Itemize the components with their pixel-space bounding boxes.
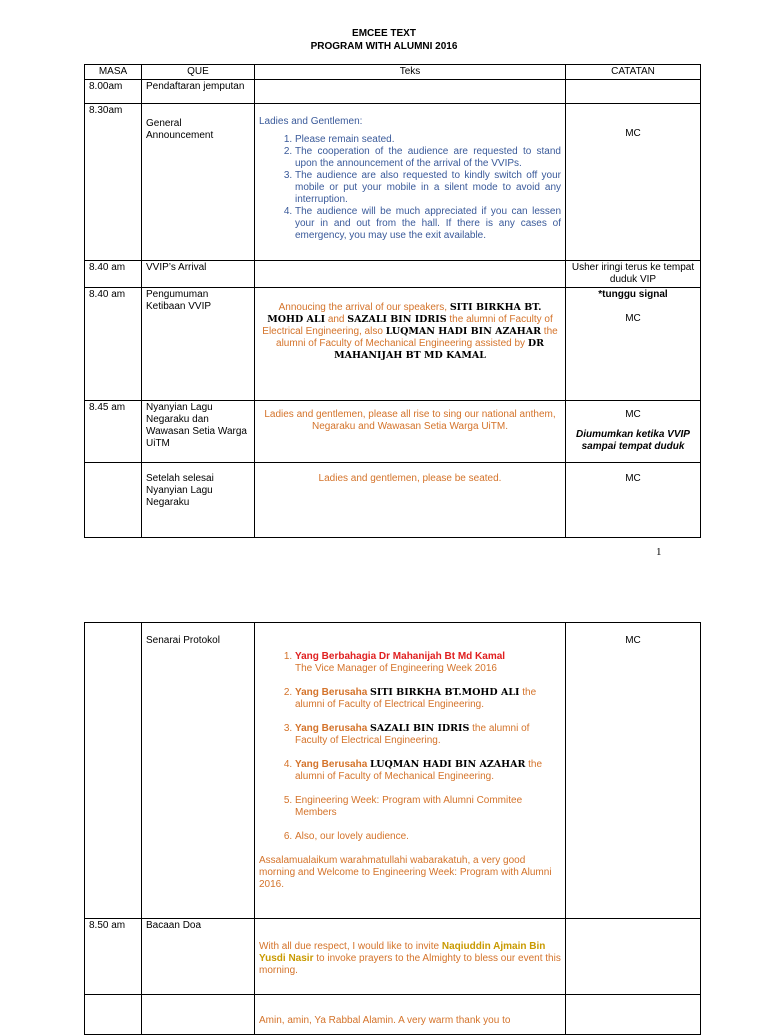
que-cell [142, 995, 255, 1035]
arrival-text: and [327, 314, 345, 325]
table-row [85, 261, 701, 288]
teks-cell [255, 80, 566, 104]
teks-cell [255, 919, 566, 995]
catatan-cell [566, 995, 701, 1035]
catatan-cell [566, 919, 701, 995]
header-masa: MASA [85, 65, 142, 80]
que-cell: Bacaan Doa [142, 919, 255, 995]
header-que: QUE [142, 65, 255, 80]
intro-text: Ladies and Gentlemen: [259, 116, 363, 127]
protocol-list [259, 651, 561, 843]
catatan-cell: MC [566, 623, 701, 919]
list-item: 4. The audience will be much appreciated if you can lessen your in and out from the hall. If there is any cases of emergency, you may use the exit available. [295, 206, 561, 242]
protocol-title: Yang Berusaha [295, 759, 368, 770]
header-teks: Teks [255, 65, 566, 80]
doa-text: With all due respect, I would like to invite [259, 941, 440, 952]
speaker-name: SAZALI BIN IDRIS [347, 314, 447, 325]
speaker-name: SITI BIRKHA BT. MOHD ALI [267, 302, 542, 325]
catatan-cell [566, 401, 701, 463]
protocol-name: LUQMAN HADI BIN AZAHAR [370, 759, 526, 770]
table-row [85, 463, 701, 538]
arrival-text: the alumni of Faculty of Electrical Engineering, also [262, 314, 553, 337]
que-cell: General Announcement [142, 104, 255, 261]
protocol-desc: the alumni of Faculty of Electrical Engineering. [295, 687, 537, 710]
list-item: 3. The audience are also requested to kindly switch off your mobile or put your mobile in a silent mode to avoid any interruption. [295, 170, 561, 206]
teks-cell: Ladies and gentlemen, please be seated. [255, 463, 566, 538]
masa-cell: 8.00am [85, 80, 142, 104]
masa-cell: 8.50 am [85, 919, 142, 995]
arrival-text: Annoucing the arrival of our speakers, [278, 302, 448, 313]
masa-cell: 8.40 am [85, 288, 142, 401]
catatan-cell: MC [566, 463, 701, 538]
speaker-name: DR MAHANIJAH BT MD KAMAL [334, 338, 544, 361]
masa-cell [85, 995, 142, 1035]
list-item: 2. The cooperation of the audience are requested to stand upon the announcement of the arrival of the VVIPs. [295, 146, 561, 170]
note-mc: MC [625, 313, 641, 324]
list-item [295, 687, 561, 711]
announcement-list [259, 134, 561, 242]
teks-cell [255, 623, 566, 919]
table-row [85, 401, 701, 463]
catatan-cell [566, 288, 701, 401]
arrival-text: the alumni of Faculty of Mechanical Engineering assisted by [276, 326, 558, 349]
table-row [85, 288, 701, 401]
protocol-desc: the alumni of Faculty of Electrical Engineering. [295, 723, 530, 746]
protocol-title: Yang Berusaha [295, 687, 368, 698]
note-signal: *tunggu signal [598, 289, 668, 300]
list-item: 5. Engineering Week: Program with Alumni Commitee Members [295, 795, 561, 819]
que-cell: VVIP’s Arrival [142, 261, 255, 288]
list-item [295, 759, 561, 783]
doa-name: Naqiuddin Ajmain Bin Yusdi Nasir [259, 941, 546, 964]
masa-cell: 8.30am [85, 104, 142, 261]
que-cell: Nyanyian Lagu Negaraku dan Wawasan Setia Warga UiTM [142, 401, 255, 463]
list-item: 6. Also, our lovely audience. [295, 831, 561, 843]
doc-title: EMCEE TEXT [352, 28, 416, 39]
emcee-table-page2 [84, 622, 701, 1035]
list-item: 1. Please remain seated. [295, 134, 561, 146]
doa-text: to invoke prayers to the Almighty to bless our event this morning. [259, 953, 561, 976]
protocol-name: SAZALI BIN IDRIS [370, 723, 470, 734]
table-row [85, 104, 701, 261]
list-item [295, 651, 561, 675]
protocol-title: Yang Berbahagia Dr Mahanijah Bt Md Kamal [295, 651, 506, 662]
table-row [85, 80, 701, 104]
emcee-table-page1 [84, 64, 701, 538]
masa-cell: 8.45 am [85, 401, 142, 463]
greeting-text: Assalamualaikum warahmatullahi wabarakatuh, a very good morning and Welcome to Engineering Week: Program with Alumni 2016. [259, 855, 552, 890]
list-item [295, 723, 561, 747]
doc-subtitle: PROGRAM WITH ALUMNI 2016 [310, 41, 458, 52]
table-row [85, 919, 701, 995]
que-cell: Pengumuman Ketibaan VVIP [142, 288, 255, 401]
speaker-name: LUQMAN HADI BIN AZAHAR [385, 326, 542, 337]
catatan-cell: MC [566, 104, 701, 261]
protocol-desc: the alumni of Faculty of Mechanical Engineering. [295, 759, 543, 782]
teks-cell [255, 261, 566, 288]
catatan-cell: Usher iringi terus ke tempat duduk VIP [566, 261, 701, 288]
note-mc: MC [625, 409, 641, 420]
teks-cell [255, 104, 566, 261]
que-cell: Pendaftaran jemputan [142, 80, 255, 104]
protocol-title: Yang Berusaha [295, 723, 368, 734]
que-cell: Setelah selesai Nyanyian Lagu Negaraku [142, 463, 255, 538]
table-row [85, 995, 701, 1035]
protocol-desc: The Vice Manager of Engineering Week 2016 [295, 663, 497, 674]
que-cell: Senarai Protokol [142, 623, 255, 919]
masa-cell [85, 623, 142, 919]
masa-cell [85, 463, 142, 538]
teks-cell [255, 288, 566, 401]
protocol-name: SITI BIRKHA BT.MOHD ALI [370, 687, 520, 698]
teks-cell: Amin, amin, Ya Rabbal Alamin. A very warm thank you to [255, 995, 566, 1035]
header-catatan: CATATAN [566, 65, 701, 80]
catatan-cell [566, 80, 701, 104]
masa-cell: 8.40 am [85, 261, 142, 288]
table-row [85, 623, 701, 919]
page-number: 1 [656, 546, 662, 558]
note-vvip: Diumumkan ketika VVIP sampai tempat duduk [576, 429, 690, 452]
teks-cell: Ladies and gentlemen, please all rise to sing our national anthem, Negaraku and Wawasan Setia Warga UiTM. [255, 401, 566, 463]
